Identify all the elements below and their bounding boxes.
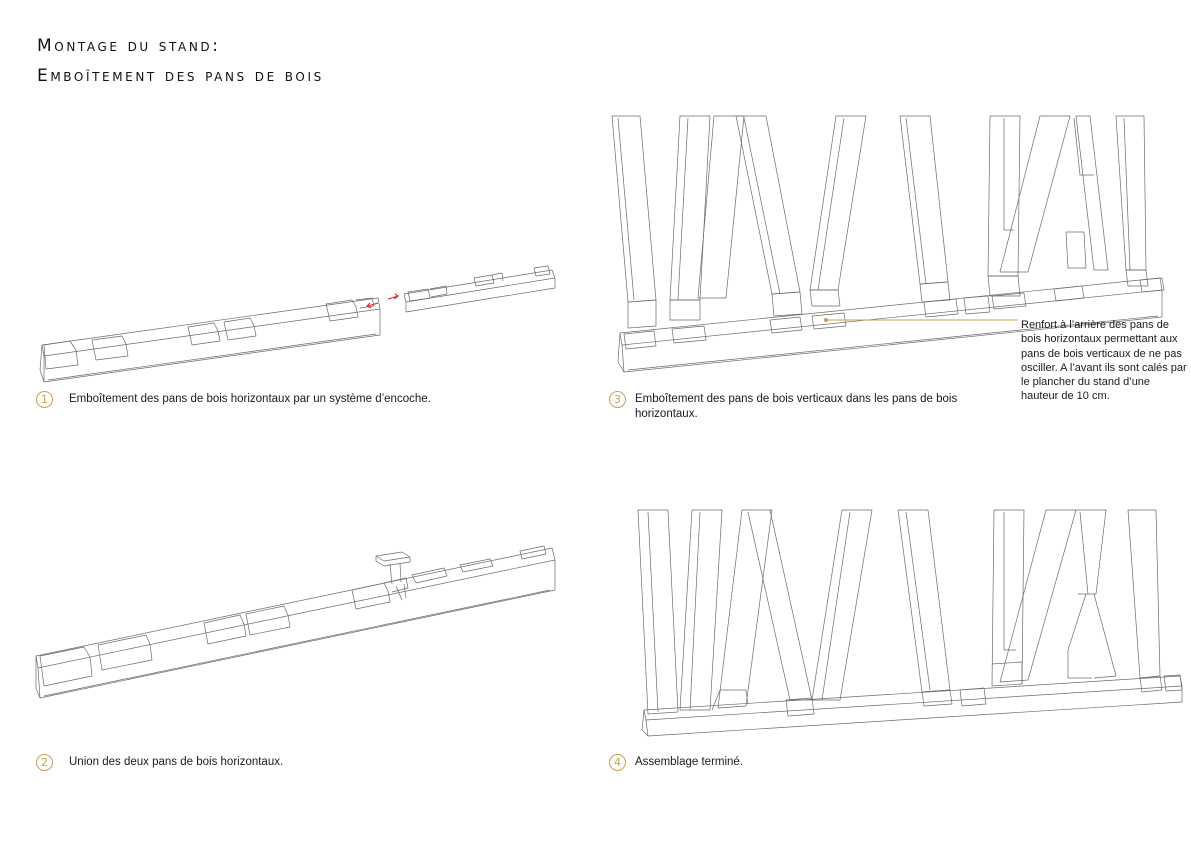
step-3-number: 3	[609, 391, 626, 408]
step-3-caption	[609, 392, 981, 422]
step-2-number: 2	[36, 754, 53, 771]
diagram-4-assembly-complete	[638, 510, 1182, 736]
step-1-text: Emboîtement des pans de bois horizontaux par un système d’encoche.	[69, 393, 431, 405]
page-title-line1: Montage du stand:	[37, 36, 221, 56]
page-title-line2: Emboîtement des pans de bois	[37, 66, 324, 86]
step-1-number: 1	[36, 391, 53, 408]
step-4-number: 4	[609, 754, 626, 771]
step-2-caption	[36, 755, 283, 771]
step-2-text: Union des deux pans de bois horizontaux.	[69, 756, 284, 768]
step-4-caption	[609, 755, 743, 771]
annotation-note: Renfort à l’arrière des pans de bois horizontaux permettant aux pans de bois verticaux de ne pas osciller. A l’avant ils sont calés par le plancher du stand d’une hauteur de 10 cm.	[1021, 319, 1187, 403]
arrow-icon	[367, 294, 398, 308]
step-4-text: Assemblage terminé.	[635, 756, 744, 768]
step-3-text: Emboîtement des pans de bois verticaux dans les pans de bois horizontaux.	[635, 393, 958, 420]
diagram-1-horizontal-beams	[40, 266, 555, 382]
step-1-caption	[36, 392, 431, 408]
diagram-2-beams-united	[36, 546, 555, 698]
